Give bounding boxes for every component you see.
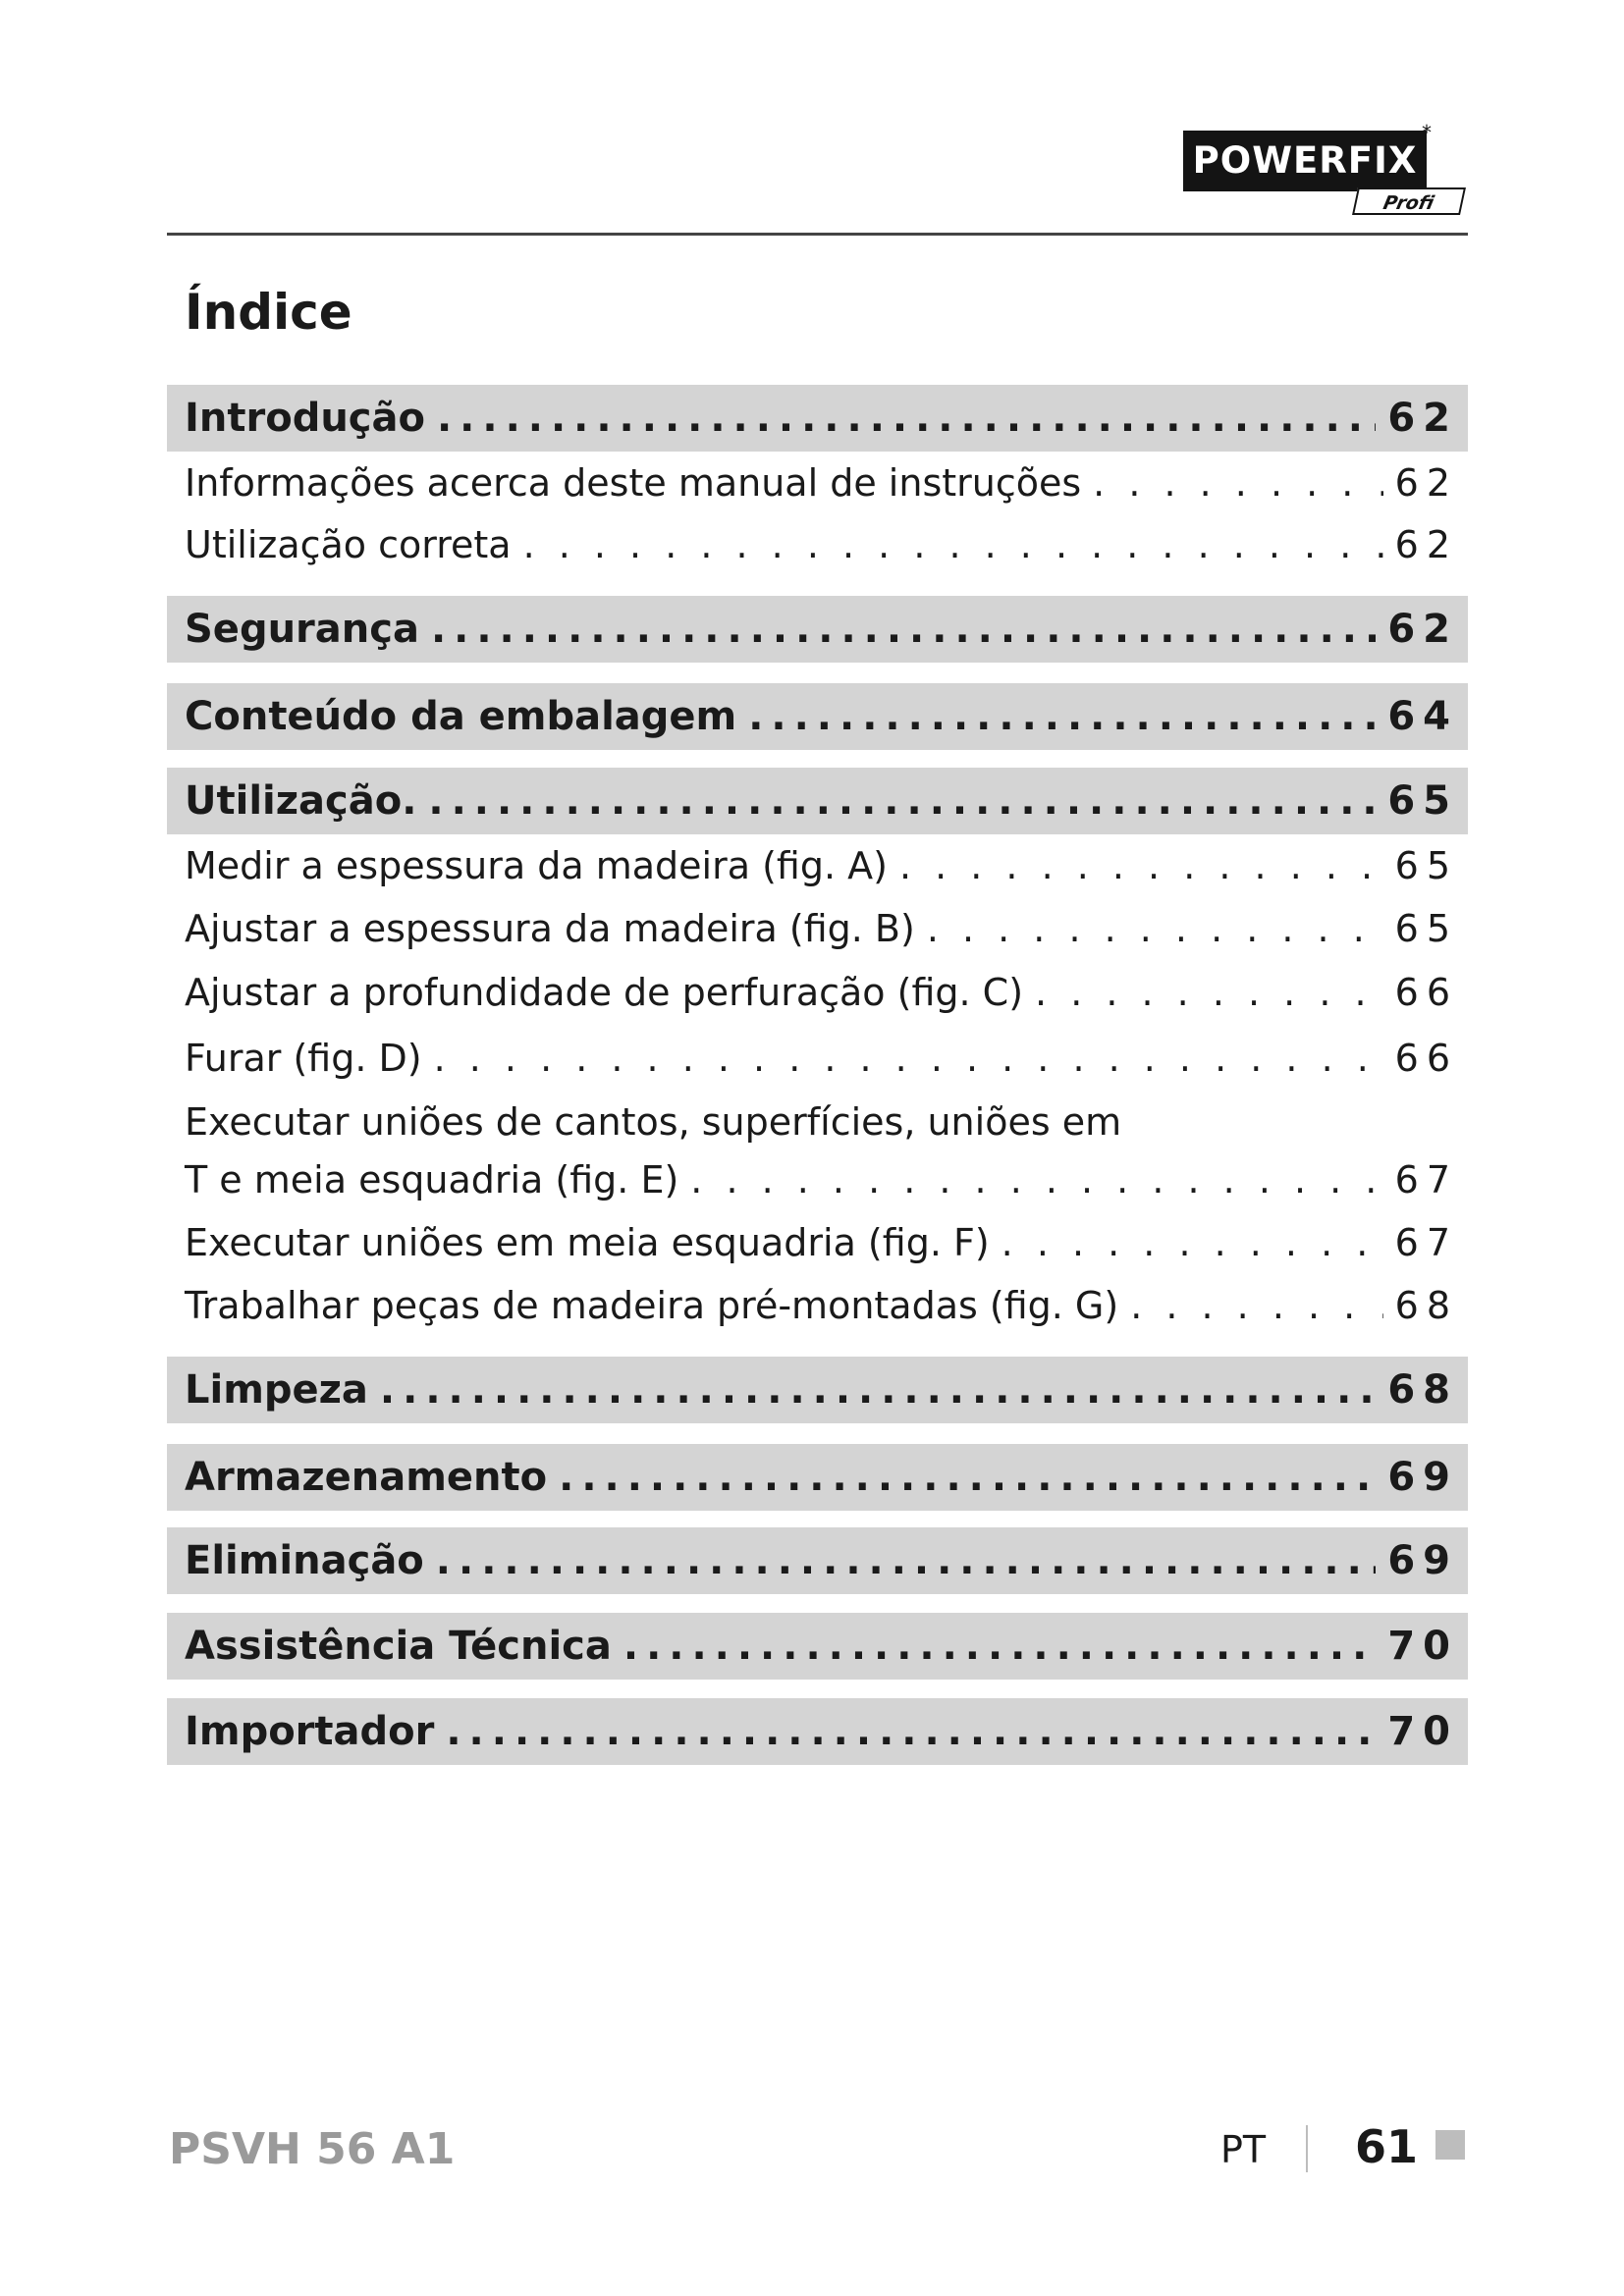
toc-entry-label: Segurança	[185, 607, 419, 652]
toc-entry-utilizacao-correta[interactable]	[167, 518, 1468, 571]
toc-entry-page: 62	[1387, 396, 1458, 441]
toc-entry-limpeza[interactable]	[167, 1357, 1468, 1423]
toc-entry-page: 70	[1387, 1709, 1458, 1754]
toc-entry-furar[interactable]	[167, 1032, 1468, 1085]
toc-leader-dots	[748, 694, 1376, 739]
toc-entry-label: Trabalhar peças de madeira pré-montadas (fig. G)	[185, 1284, 1119, 1327]
toc-entry-seguranca[interactable]	[167, 596, 1468, 663]
toc-entry-page: 69	[1387, 1538, 1458, 1583]
toc-entry-label: Conteúdo da embalagem	[185, 694, 737, 739]
toc-entry-importador[interactable]	[167, 1698, 1468, 1765]
toc-leader-dots	[690, 1158, 1382, 1201]
toc-entry-page: 65	[1394, 907, 1458, 950]
toc-entry-label: Limpeza	[185, 1367, 368, 1413]
toc-entry-ajustar-espessura[interactable]	[167, 902, 1468, 955]
toc-leader-dots	[1130, 1284, 1382, 1327]
toc-entry-label: Importador	[185, 1709, 435, 1754]
toc-entry-label: Assistência Técnica	[185, 1624, 612, 1669]
toc-entry-label: Informações acerca deste manual de instruções	[185, 461, 1082, 505]
toc-leader-dots	[1093, 461, 1382, 505]
header-divider	[167, 233, 1468, 236]
toc-entry-page: 68	[1394, 1284, 1458, 1327]
toc-entry-page: 62	[1387, 607, 1458, 652]
toc-entry-label: Eliminação	[185, 1538, 424, 1583]
toc-entry-ajustar-profundidade[interactable]	[167, 966, 1468, 1019]
toc-leader-dots	[436, 1538, 1377, 1583]
toc-entry-label: Ajustar a espessura da madeira (fig. B)	[185, 907, 915, 950]
toc-entry-label: Ajustar a profundidade de perfuração (fig. C)	[185, 971, 1024, 1014]
toc-entry-executar-unioes[interactable]	[167, 1153, 1468, 1206]
toc-entry-conteudo[interactable]	[167, 683, 1468, 750]
toc-entry-page: 67	[1394, 1221, 1458, 1264]
brand-logo-text: POWERFIX	[1183, 131, 1427, 191]
toc-entry-armazenamento[interactable]	[167, 1444, 1468, 1511]
toc-leader-dots	[428, 778, 1376, 824]
toc-entry-page: 65	[1394, 844, 1458, 887]
toc-leader-dots	[623, 1624, 1376, 1669]
toc-entry-page: 67	[1394, 1158, 1458, 1201]
toc-entry-introducao[interactable]	[167, 385, 1468, 452]
toc-entry-label: Utilização correta	[185, 523, 512, 566]
toc-entry-label: Utilização.	[185, 778, 417, 824]
toc-entry-page: 66	[1394, 1037, 1458, 1080]
toc-leader-dots	[431, 607, 1376, 652]
toc-leader-dots	[380, 1367, 1376, 1413]
brand-logo-subtext: Profi	[1352, 187, 1466, 215]
footer-square-marker	[1435, 2130, 1465, 2160]
toc-entry-page: 64	[1387, 694, 1458, 739]
toc-entry-medir[interactable]	[167, 839, 1468, 892]
toc-entry-page: 69	[1387, 1455, 1458, 1500]
toc-leader-dots	[437, 396, 1376, 441]
toc-leader-dots	[446, 1709, 1376, 1754]
toc-entry-informacoes[interactable]	[167, 456, 1468, 509]
toc-entry-label: Furar (fig. D)	[185, 1037, 422, 1080]
toc-entry-meia-esquadria[interactable]	[167, 1216, 1468, 1269]
toc-entry-label: Introdução	[185, 396, 425, 441]
logo-star-icon: *	[1422, 121, 1432, 144]
toc-entry-executar-unioes-line1[interactable]: Executar uniões de cantos, superfícies, uniões em	[185, 1100, 1122, 1144]
toc-entry-label: Executar uniões em meia esquadria (fig. F)	[185, 1221, 990, 1264]
toc-leader-dots	[559, 1455, 1376, 1500]
toc-entry-page: 66	[1394, 971, 1458, 1014]
toc-entry-page: 62	[1394, 461, 1458, 505]
toc-entry-assistencia[interactable]	[167, 1613, 1468, 1680]
toc-entry-page: 65	[1387, 778, 1458, 824]
toc-entry-label: T e meia esquadria (fig. E)	[185, 1158, 679, 1201]
footer-model: PSVH 56 A1	[169, 2124, 456, 2174]
brand-logo	[1183, 121, 1468, 219]
toc-entry-page: 68	[1387, 1367, 1458, 1413]
footer-page-number: 61	[1355, 2120, 1419, 2173]
toc-entry-eliminacao[interactable]	[167, 1527, 1468, 1594]
toc-leader-dots	[523, 523, 1383, 566]
toc-leader-dots	[434, 1037, 1383, 1080]
toc-leader-dots	[899, 844, 1383, 887]
toc-entry-label: Medir a espessura da madeira (fig. A)	[185, 844, 888, 887]
footer-language: PT	[1220, 2128, 1267, 2171]
toc-entry-trabalhar-pecas[interactable]	[167, 1279, 1468, 1332]
toc-entry-page: 62	[1394, 523, 1458, 566]
toc-leader-dots	[1035, 971, 1383, 1014]
footer-divider	[1306, 2125, 1308, 2172]
toc-leader-dots	[1001, 1221, 1383, 1264]
toc-leader-dots	[927, 907, 1383, 950]
page-title: Índice	[185, 284, 352, 341]
toc-entry-utilizacao[interactable]	[167, 768, 1468, 834]
toc-entry-page: 70	[1387, 1624, 1458, 1669]
toc-entry-label: Armazenamento	[185, 1455, 548, 1500]
